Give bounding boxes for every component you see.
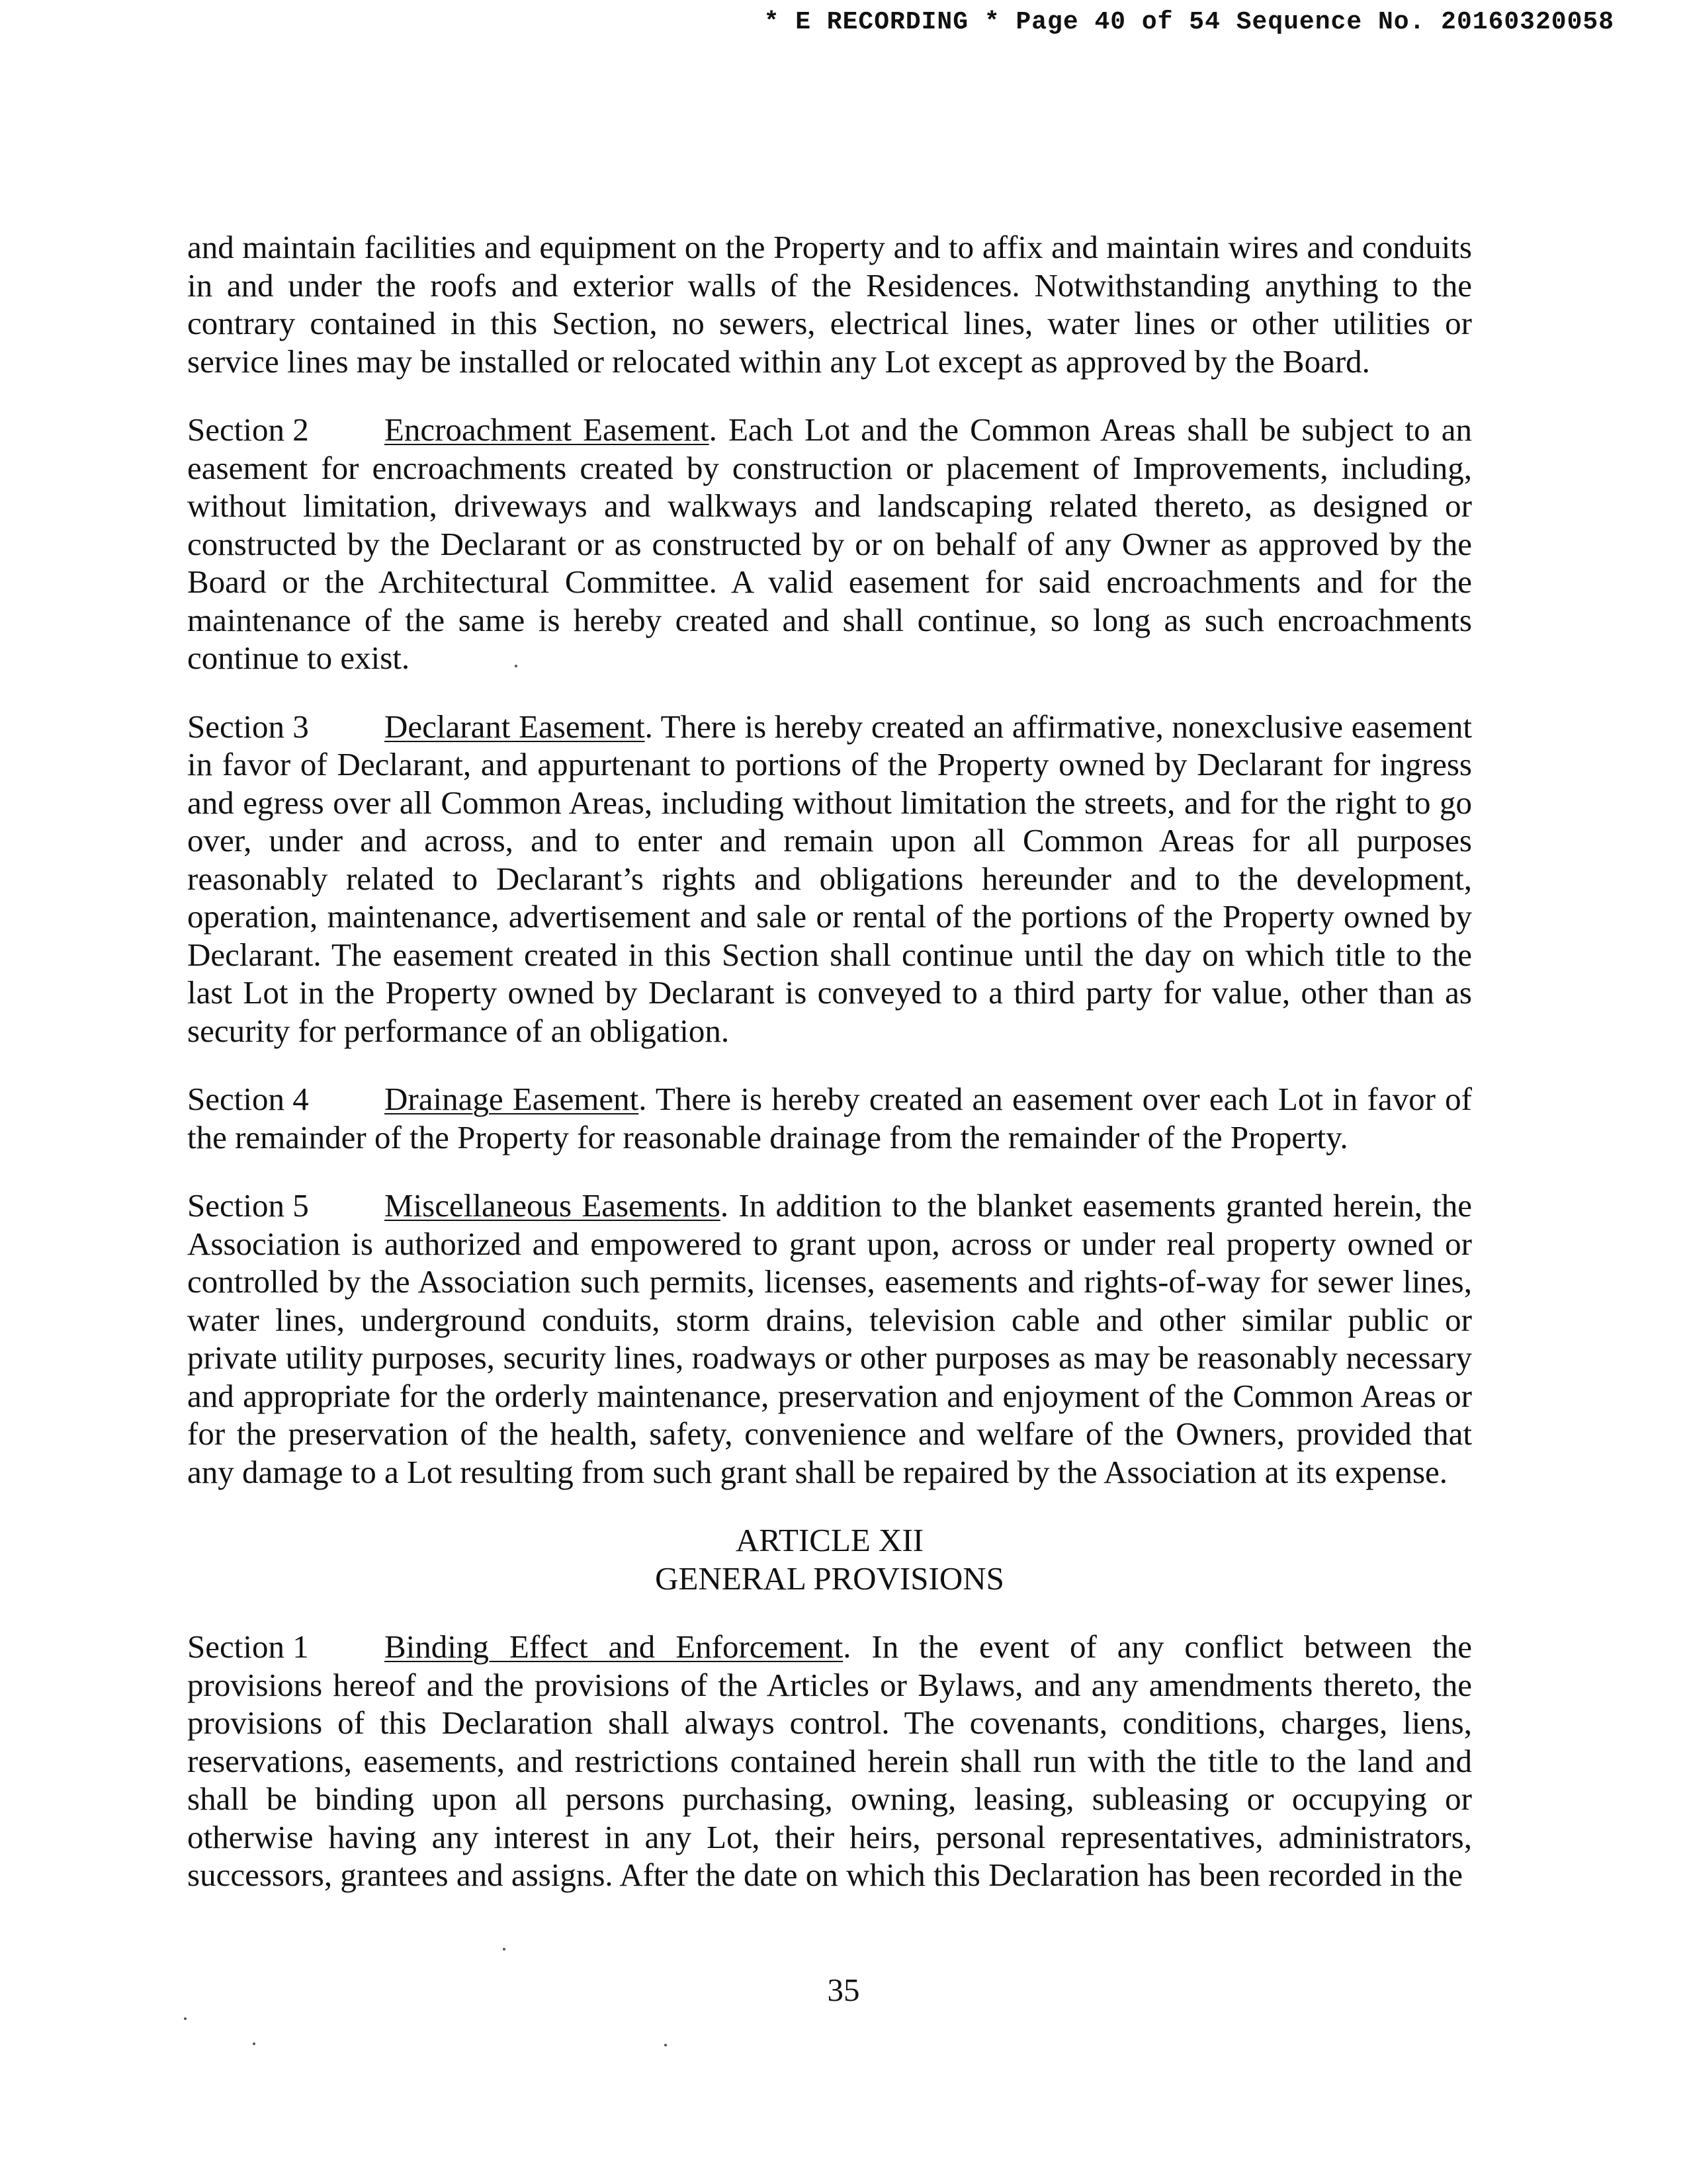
section-text: . There is hereby created an easement over each Lot in favor of the remainder of the Property for reasonable drainage from the remainder of the Property. (187, 1081, 1472, 1155)
section-2-paragraph (187, 411, 1472, 677)
section-title: Encroachment Easement (384, 411, 709, 448)
scan-speck (664, 2044, 667, 2046)
section-3-paragraph (187, 708, 1472, 1050)
scan-speck (184, 2017, 187, 2020)
section-number: Section 3 (187, 708, 309, 745)
section-title: Declarant Easement (384, 708, 645, 745)
scan-speck (503, 1948, 505, 1951)
scan-speck (515, 665, 517, 667)
section-title: Binding Effect and Enforcement (384, 1628, 844, 1665)
section-text: . Each Lot and the Common Areas shall be subject to an easement for encroachments created by construction or placement of Improvements, including, without limitation, driveways and walkways and landscaping related thereto, as designed or constructed by the Declarant or as constructed by or on behalf of any Owner as approved by the Board or the Architectural Committee. A valid easement for said encroachments and for the maintenance of the same is hereby created and shall continue, so long as such encroachments continue to exist. (187, 411, 1472, 676)
recording-stamp: * E RECORDING * Page 40 of 54 Sequence No. 20160320058 (763, 8, 1614, 36)
section-text: . In addition to the blanket easements granted herein, the Association is authorized and empowered to grant upon, across or under real property owned or controlled by the Association such permits, licenses, easements and rights-of-way for sewer lines, water lines, underground conduits, storm drains, television cable and other similar public or private utility purposes, security lines, roadways or other purposes as may be reasonably necessary and appropriate for the orderly maintenance, preservation and enjoyment of the Common Areas or for the preservation of the health, safety, convenience and welfare of the Owners, provided that any damage to a Lot resulting from such grant shall be repaired by the Association at its expense. (187, 1187, 1472, 1490)
article-heading (187, 1521, 1472, 1597)
section-text: . In the event of any conflict between the provisions hereof and the provisions of the Articles or Bylaws, and any amendments thereto, the provisions of this Declaration shall always control. The covenants, conditions, charges, liens, reservations, easements, and restrictions contained herein shall run with the title to the land and shall be binding upon all persons purchasing, owning, leasing, subleasing or occupying or otherwise having any interest in any Lot, their heirs, personal representatives, administrators, successors, grantees and assigns. After the date on which this Declaration has been recorded in the (187, 1628, 1472, 1893)
article-xii-section-1-paragraph (187, 1628, 1472, 1894)
scan-speck (253, 2042, 255, 2045)
document-body (187, 228, 1472, 1925)
section-5-paragraph (187, 1187, 1472, 1491)
article-number: ARTICLE XII (735, 1522, 924, 1558)
section-number: Section 5 (187, 1187, 309, 1224)
section-number: Section 1 (187, 1628, 309, 1665)
article-title: GENERAL PROVISIONS (655, 1560, 1004, 1597)
section-title: Miscellaneous Easements (384, 1187, 720, 1224)
page-number: 35 (827, 1972, 860, 2008)
section-text: . There is hereby created an affirmative, nonexclusive easement in favor of Declarant, and appurtenant to portions of the Property owned by Declarant for ingress and egress over all Common Areas, including without limitation the streets, and for the right to go over, under and across, and to enter and remain upon all Common Areas for all purposes reasonably related to Declarant’s rights and obligations hereunder and to the development, operation, maintenance, advertisement and sale or rental of the portions of the Property owned by Declarant. The easement created in this Section shall continue until the day on which title to the last Lot in the Property owned by Declarant is conveyed to a third party for value, other than as security for performance of an obligation. (187, 708, 1472, 1049)
continuation-paragraph: and maintain facilities and equipment on the Property and to affix and maintain wires and conduits in and under the roofs and exterior walls of the Residences. Notwithstanding anything to the contrary contained in this Section, no sewers, electrical lines, water lines or other utilities or service lines may be installed or relocated within any Lot except as approved by the Board. (187, 229, 1472, 380)
section-number: Section 2 (187, 411, 309, 448)
section-title: Drainage Easement (384, 1081, 639, 1117)
section-number: Section 4 (187, 1081, 309, 1117)
section-4-paragraph (187, 1080, 1472, 1156)
